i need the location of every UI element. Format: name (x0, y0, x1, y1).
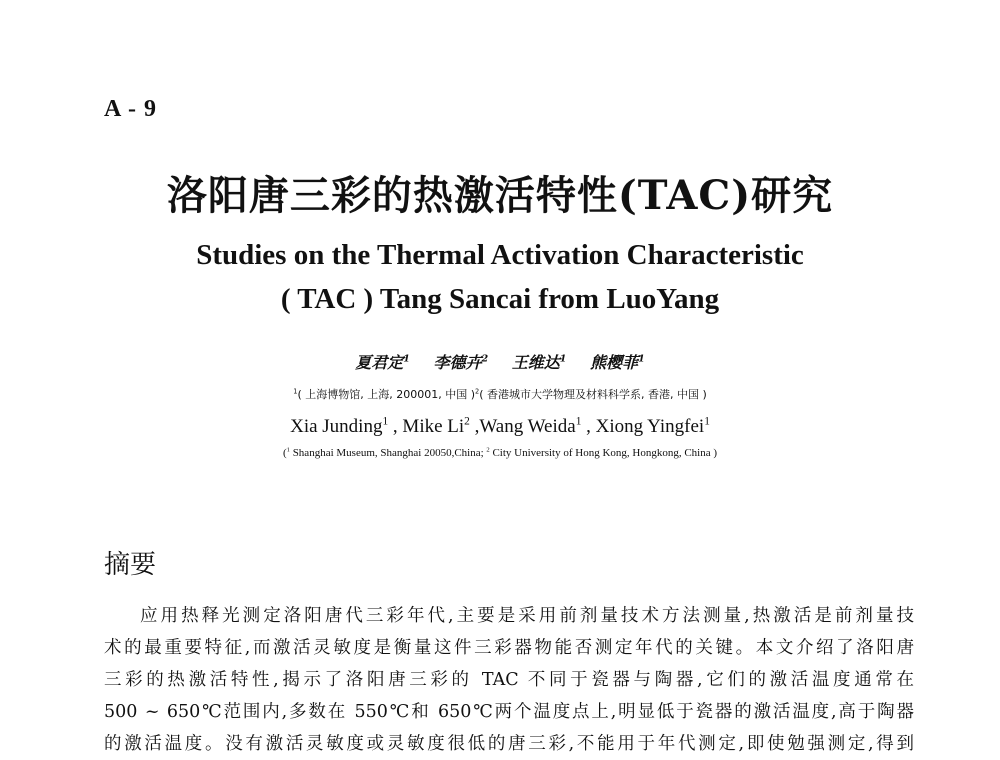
abstract-line: 500 ~ 650℃范围内,多数在 550℃和 650℃两个温度点上,明显低于瓷器的激活温度,高于陶器 (104, 702, 914, 722)
author-en: Mike Li$^2$ (402, 415, 470, 437)
author-zh: 夏君定$^1$ (355, 353, 410, 372)
affiliation-chinese: $^1$( 上海博物馆, 上海, 200001, 中国 )$^2$( 香港城市大学物理及材料科学系, 香港, 中国 ) (293, 387, 707, 401)
author-zh: 王维达$^1$ (511, 353, 567, 372)
abstract-body (104, 600, 914, 760)
author-zh: 熊樱菲$^1$ (590, 353, 645, 372)
author-en: Wang Weida$^1$ (479, 415, 582, 437)
author-zh: 李德卉$^2$ (433, 353, 489, 372)
paper-code: A - 9 (104, 96, 157, 122)
title-english (0, 233, 1000, 321)
author-en: Xia Junding$^1$ (290, 415, 389, 437)
title-chinese: 洛阳唐三彩的热激活特性(TAC)研究 (166, 172, 834, 219)
title-english-line-2: ( TAC ) Tang Sancai from LuoYang (280, 283, 720, 315)
abstract-heading: 摘要 (104, 550, 157, 580)
affiliation-english: ($^1$ Shanghai Museum, Shanghai 20050,China; $^2$ City University of Hong Kong, Hongkong, China ) (282, 446, 718, 459)
authors-english: Xia Junding$^1$ , Mike Li$^2$ ,Wang Weida$^1$ , Xiong Yingfei$^1$ (290, 415, 710, 437)
author-en: Xiong Yingfei$^1$ (595, 415, 710, 437)
title-english-line-1: Studies on the Thermal Activation Characteristic (196, 239, 804, 271)
abstract-line: 的激活温度。没有激活灵敏度或灵敏度很低的唐三彩,不能用于年代测定,即使勉强测定,得到 (104, 734, 914, 754)
authors-chinese (0, 350, 1000, 373)
abstract-line: 三彩的热激活特性,揭示了洛阳唐三彩的 TAC 不同于瓷器与陶器,它们的激活温度通常在 (104, 670, 914, 690)
abstract-line: 术的最重要特征,而激活灵敏度是衡量这件三彩器物能否测定年代的关键。本文介绍了洛阳唐 (104, 638, 914, 658)
abstract-line: 应用热释光测定洛阳唐代三彩年代,主要是采用前剂量技术方法测量,热激活是前剂量技 (140, 606, 914, 626)
